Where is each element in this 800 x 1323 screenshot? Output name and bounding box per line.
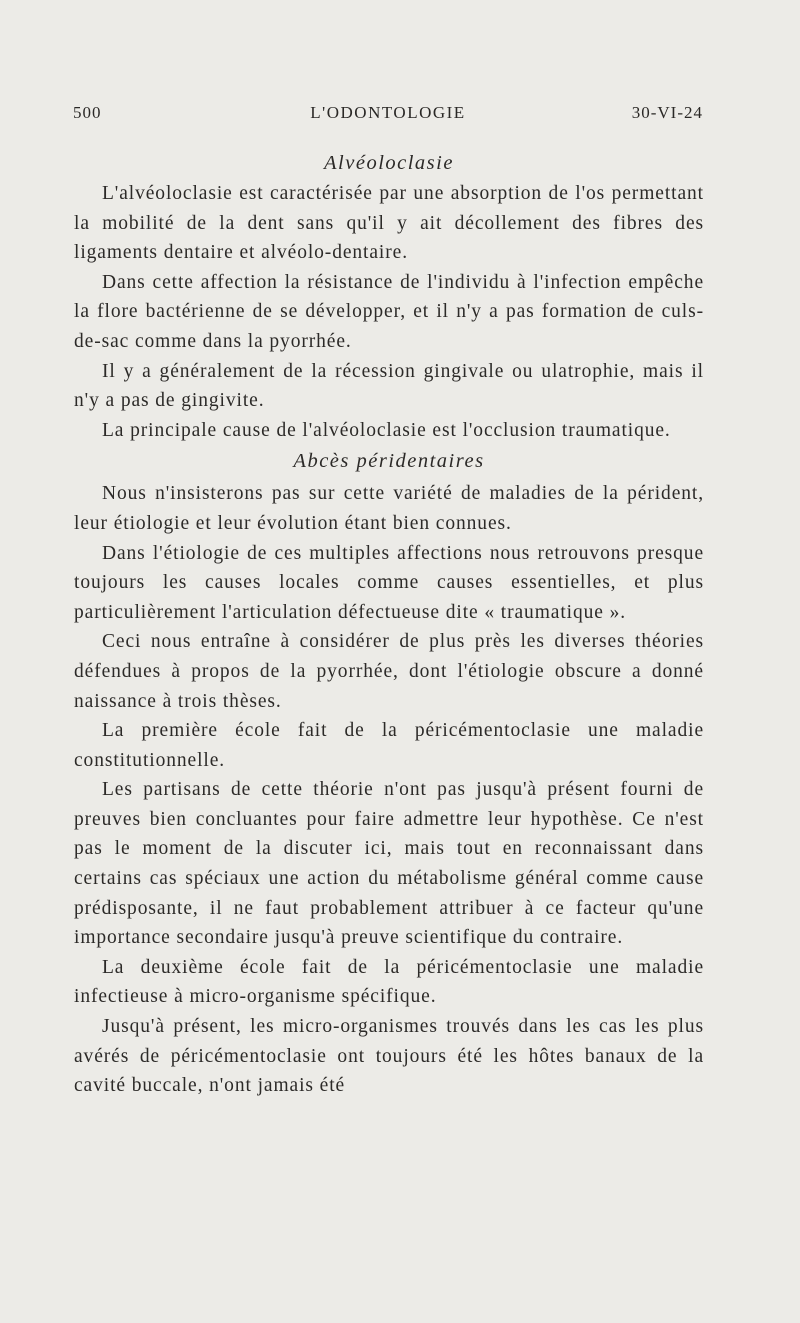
page-number: 500 xyxy=(73,103,102,122)
paragraph: La deuxième école fait de la péricémentoclasie une maladie infectieuse à micro-organisme spécifique. xyxy=(74,956,704,1008)
paragraph: La principale cause de l'alvéoloclasie est l'occlusion traumatique. xyxy=(102,419,671,441)
paragraph: Les partisans de cette théorie n'ont pas jusqu'à présent fourni de preuves bien concluantes pour faire admettre leur hypothèse. Ce n'est pas le moment de la discuter ici, mais tout en reconnaissant dans certains cas spéciaux une action du métabolisme général comme cause prédisposante, il ne faut probablement attribuer à ce facteur qu'une importance secondaire jusqu'à preuve scientifique du contraire. xyxy=(74,779,704,949)
page-header xyxy=(73,103,703,127)
paragraph: Dans cette affection la résistance de l'individu à l'infection empêche la flore bactérienne de se développer, et il n'y a pas formation de culs-de-sac comme dans la pyorrhée. xyxy=(74,271,704,352)
paragraph: Nous n'insisterons pas sur cette variété de maladies de la pérident, leur étiologie et leur évolution étant bien connues. xyxy=(74,483,704,534)
section-heading: Alvéoloclasie xyxy=(324,152,454,174)
section-heading: Abcès péridentaires xyxy=(293,450,485,473)
paragraph: Ceci nous entraîne à considérer de plus près les diverses théories défendues à propos de la pyorrhée, dont l'étiologie obscure a donné naissance à trois thèses. xyxy=(74,631,704,712)
paragraph: Jusqu'à présent, les micro-organismes trouvés dans les cas les plus avérés de péricémentoclasie ont toujours été les hôtes banaux de la cavité buccale, n'ont jamais été xyxy=(74,1016,704,1097)
running-title: L'ODONTOLOGIE xyxy=(310,103,466,122)
paragraph: L'alvéoloclasie est caractérisée par une absorption de l'os permettant la mobilité de la dent sans qu'il y ait décollement des fibres des ligaments dentaire et alvéolo-dentaire. xyxy=(74,183,704,264)
issue-date: 30-VI-24 xyxy=(631,103,703,122)
paragraph: Dans l'étiologie de ces multiples affections nous retrouvons presque toujours les causes locales comme causes essentielles, et plus particulièrement l'articulation défectueuse dite « traumatique ». xyxy=(74,542,704,623)
paragraph: Il y a généralement de la récession gingivale ou ulatrophie, mais il n'y a pas de gingivite. xyxy=(74,360,704,412)
paragraph: La première école fait de la péricémentoclasie une maladie constitutionnelle. xyxy=(74,720,704,771)
page-body xyxy=(74,147,704,1101)
